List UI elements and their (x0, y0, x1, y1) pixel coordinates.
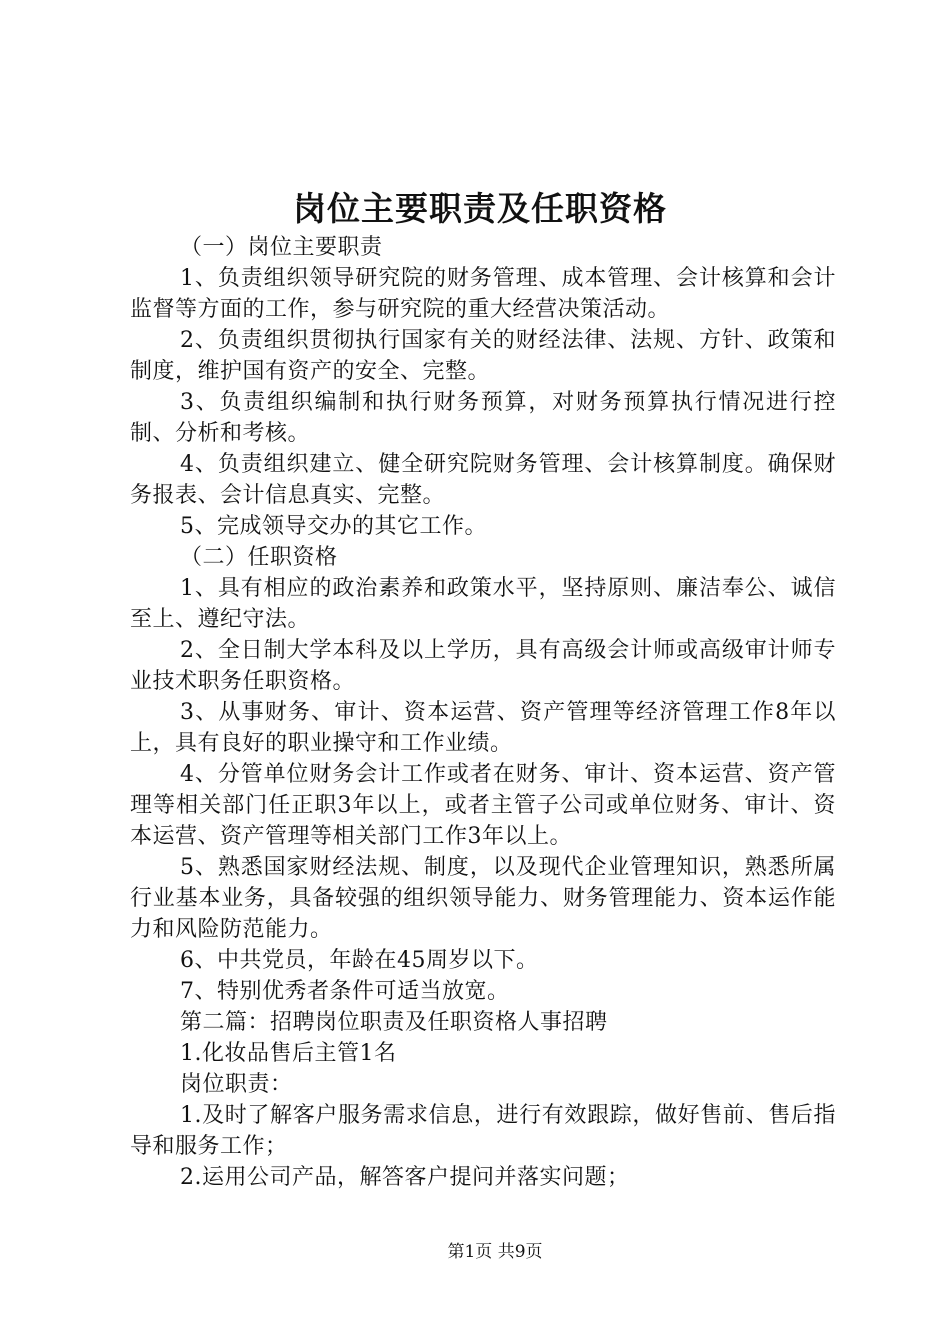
paragraph: 7、特别优秀者条件可适当放宽。 (180, 979, 510, 1004)
page-footer: 第1页 共9页 (447, 1242, 543, 1262)
paragraph: 6、中共党员，年龄在45周岁以下。 (180, 948, 539, 973)
paragraph: （二）任职资格 (180, 545, 338, 570)
paragraph: 岗位职责： (180, 1072, 293, 1097)
paragraph: 4、负责组织建立、健全研究院财务管理、会计核算制度。确保财务报表、会计信息真实、完整。 (130, 452, 836, 508)
paragraph: 1.化妆品售后主管1名 (180, 1041, 397, 1066)
paragraph: 2、全日制大学本科及以上学历，具有高级会计师或高级审计师专业技术职务任职资格。 (130, 638, 836, 694)
paragraph: 3、从事财务、审计、资本运营、资产管理等经济管理工作8年以上，具有良好的职业操守和工作业绩。 (130, 700, 836, 756)
paragraph: 5、熟悉国家财经法规、制度，以及现代企业管理知识，熟悉所属行业基本业务，具备较强的组织领导能力、财务管理能力、资本运作能力和风险防范能力。 (130, 855, 836, 942)
paragraph: 2、负责组织贯彻执行国家有关的财经法律、法规、方针、政策和制度，维护国有资产的安全、完整。 (130, 328, 836, 384)
paragraph: 2.运用公司产品，解答客户提问并落实问题； (180, 1165, 630, 1190)
document-title: 岗位主要职责及任职资格 (293, 189, 667, 228)
paragraph: 5、完成领导交办的其它工作。 (180, 514, 487, 539)
paragraph: 1、负责组织领导研究院的财务管理、成本管理、会计核算和会计监督等方面的工作，参与研究院的重大经营决策活动。 (130, 266, 836, 322)
document-body (130, 232, 836, 1193)
paragraph: 4、分管单位财务会计工作或者在财务、审计、资本运营、资产管理等相关部门任正职3年以上，或者主管子公司或单位财务、审计、资本运营、资产管理等相关部门工作3年以上。 (130, 762, 836, 849)
paragraph: 1、具有相应的政治素养和政策水平，坚持原则、廉洁奉公、诚信至上、遵纪守法。 (130, 576, 836, 632)
paragraph: （一）岗位主要职责 (180, 235, 383, 260)
paragraph: 3、负责组织编制和执行财务预算，对财务预算执行情况进行控制、分析和考核。 (130, 390, 836, 446)
paragraph: 1.及时了解客户服务需求信息，进行有效跟踪，做好售前、售后指导和服务工作； (130, 1103, 836, 1159)
paragraph: 第二篇：招聘岗位职责及任职资格人事招聘 (180, 1010, 608, 1035)
